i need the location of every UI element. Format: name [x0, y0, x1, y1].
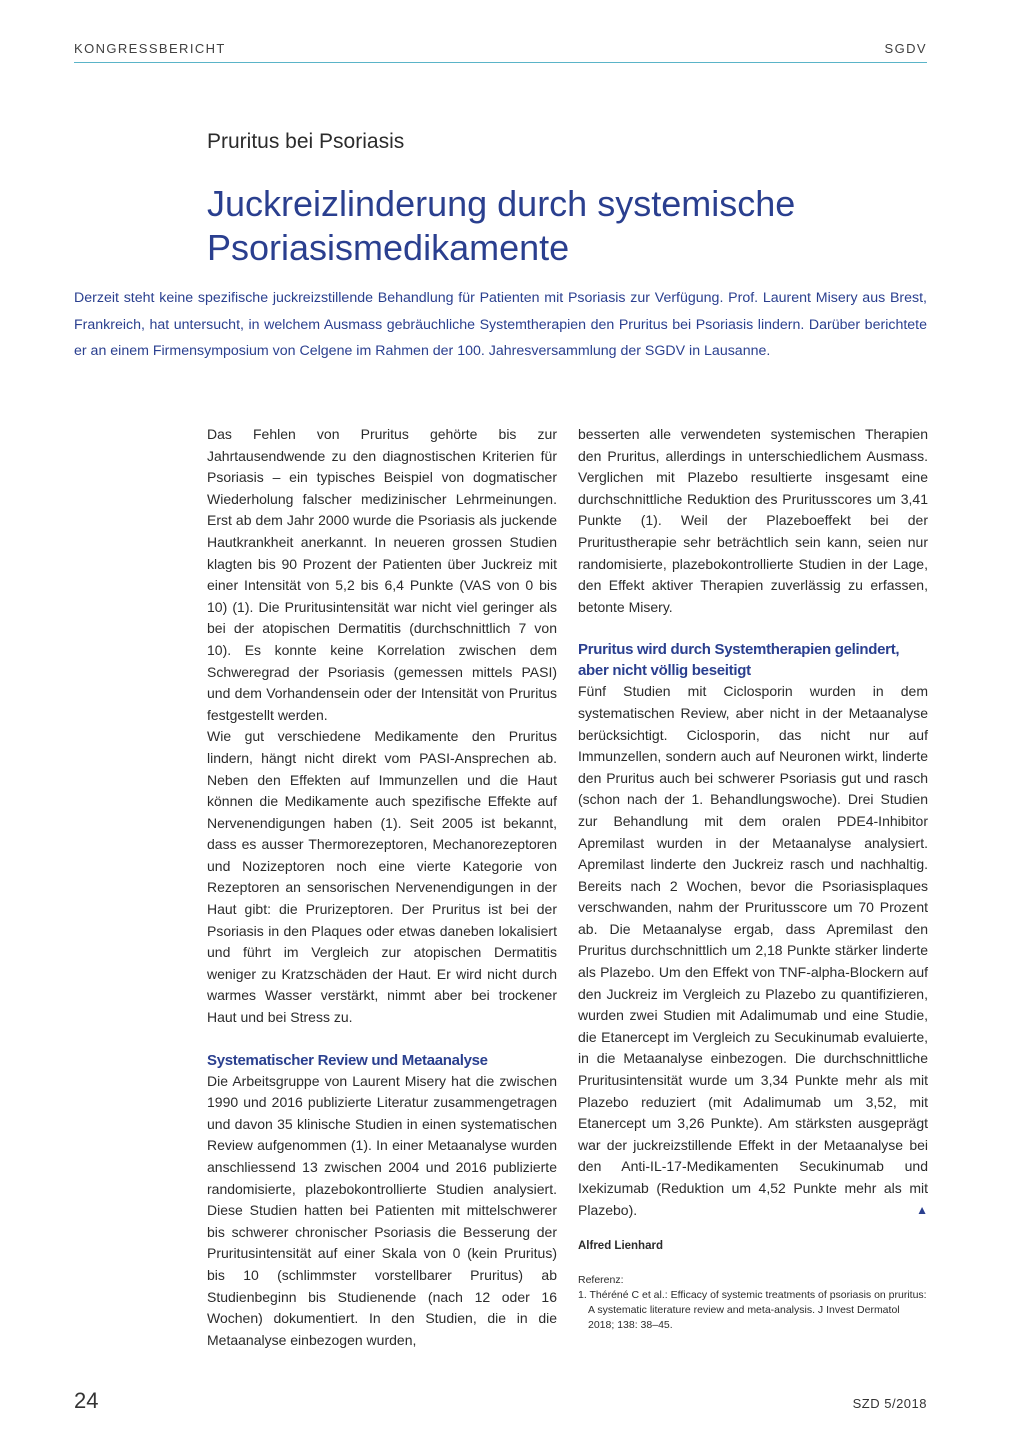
section-heading: Pruritus wird durch Systemtherapien gelindert, aber nicht völlig beseitigt	[578, 641, 900, 680]
paragraph: Fünf Studien mit Ciclosporin wurden in dem systematischen Review, aber nicht in der Metaanalyse berücksichtigt. Ciclosporin, das nicht nur auf Immunzellen, sondern auch auf Neuronen wirkt, linderte den Pruritus auch bei schwerer Psoriasis gut und rasch (schon nach der 1. Behandlungswoche). Drei Studien zur Behandlung mit dem oralen PDE4-Inhibitor Apremilast wurden in der Metaanalyse analysiert. Apremilast linderte den Juckreiz rasch und nachhaltig. Bereits nach 2 Wochen, bevor die Psoriasisplaques verschwanden, nahm der Pruritusscore um 70 Prozent ab. Die Metaanalyse ergab, dass Apremilast den Pruritus durchschnittlich um 2,18 Punkte stärker linderte als Plazebo. Um den Effekt von TNF-alpha-Blockern auf den Juckreiz im Vergleich zu Plazebo zu quantifizieren, wurden zwei Studien mit Adalimumab und eine Studie, die Etanercept im Vergleich zu Secukinumab evaluierte, in die Metaanalyse einbezogen. Die durchschnittliche Pruritusintensität wurde um 3,34 Punkte mehr als mit Plazebo reduziert (mit Adalimumab um 3,52, mit Etanercept um 3,26 Punkte). Am stärksten ausgeprägt war der juckreizstillende Effekt in der Metaanalyse bei den Anti-IL-17-Medikamenten Secukinumab und Ixekizumab (Reduktion um 4,52 Punkte mehr als mit Plazebo).	[578, 683, 928, 1218]
section-heading: Systematischer Review und Metaanalyse	[207, 1051, 488, 1069]
end-of-article-icon: ▲	[916, 1203, 928, 1218]
column-right	[578, 424, 928, 1333]
reference-item: 1. Théréné C et al.: Efficacy of systemic treatments of psoriasis on pruritus: A systematic literature review and meta-analysis. J Invest Dermatol 2018; 138: 38–45.	[578, 1289, 927, 1332]
article-title: Juckreizlinderung durch systemische Psoriasismedikamente	[207, 183, 796, 269]
article-lead: Derzeit steht keine spezifische juckreizstillende Behandlung für Patienten mit Psoriasis zur Verfügung. Prof. Laurent Misery aus Brest, Frankreich, hat untersucht, in welchem Ausmass gebräuchliche Systemtherapien den Pruritus bei Psoriasis lindern. Darüber berichtete er an einem Firmensymposium von Celgene im Rahmen der 100. Jahresversammlung der SGDV in Lausanne.	[74, 290, 927, 359]
reference-label: Referenz:	[578, 1274, 624, 1287]
paragraph: Das Fehlen von Pruritus gehörte bis zur Jahrtausendwende zu den diagnostischen Kriterien für Psoriasis – ein typisches Beispiel von dogmatischer Wiederholung falscher medizinischer Lehrmeinungen. Erst ab dem Jahr 2000 wurde die Psoriasis als juckende Hautkrankheit anerkannt. In neueren grossen Studien klagten bis 90 Prozent der Patienten über Juckreiz mit einer Intensität von 5,2 bis 6,4 Punkte (VAS von 0 bis 10) (1). Die Pruritusintensität war nicht viel geringer als bei der atopischen Dermatitis (durchschnittlich 7 von 10). Es konnte keine Korrelation zwischen dem Schweregrad der Psoriasis (gemessen mittels PASI) und dem Vorhandensein oder der Intensität von Pruritus festgestellt werden.	[207, 426, 557, 723]
column-left	[207, 424, 557, 1351]
section-label: KONGRESSBERICHT	[74, 41, 226, 56]
article-kicker: Pruritus bei Psoriasis	[207, 130, 405, 153]
paragraph: Wie gut verschiedene Medikamente den Pruritus lindern, hängt nicht direkt vom PASI-Ansprechen ab. Neben den Effekten auf Immunzellen und die Haut können die Medikamente auch spezifische Effekte auf Nervenendigungen haben (1). Seit 2005 ist bekannt, dass es ausser Thermorezeptoren, Mechanorezeptoren und Nozizeptoren noch eine vierte Kategorie von Rezeptoren an sensorischen Nervenendigungen in der Haut gibt: die Prurizeptoren. Der Pruritus ist bei der Psoriasis in den Plaques oder etwas daneben lokalisiert und führt im Vergleich zur atopischen Dermatitis weniger zu Kratzschäden der Haut. Er wird nicht durch warmes Wasser verstärkt, nimmt aber bei trockener Haut und bei Stress zu.	[207, 728, 557, 1026]
issue-label: SZD 5/2018	[852, 1396, 927, 1411]
paragraph: besserten alle verwendeten systemischen Therapien den Pruritus, allerdings in unterschiedlichem Ausmass. Verglichen mit Plazebo resultierte insgesamt eine durchschnittliche Reduktion des Pruritusscores um 3,41 Punkte (1). Weil der Plazeboeffekt bei der Pruritustherapie sehr beträchtlich sein kann, seien nur randomisierte, plazebokontrollierte Studien in der Lage, den Effekt aktiver Therapien zuverlässig zu erfassen, betonte Misery.	[578, 426, 928, 615]
page-number: 24	[74, 1388, 99, 1413]
header-divider	[74, 62, 927, 63]
paragraph: Die Arbeitsgruppe von Laurent Misery hat die zwischen 1990 und 2016 publizierte Literatur zusammengetragen und davon 35 klinische Studien in einen systematischen Review aufgenommen (1). In einer Metaanalyse wurden anschliessend 13 zwischen 2004 und 2016 publizierte randomisierte, plazebokontrollierte Studien analysiert. Diese Studien hatten bei Patienten mit mittelschwerer bis schwerer chronischer Psoriasis die Besserung der Pruritusintensität auf einer Skala von 0 (kein Pruritus) bis 10 (schlimmster vorstellbarer Pruritus) ab Studienbeginn bis Studienende (nach 12 oder 16 Wochen) dokumentiert. In den Studien, die in die Metaanalyse einbezogen wurden,	[207, 1072, 557, 1348]
organization-label: SGDV	[884, 41, 927, 56]
author-name: Alfred Lienhard	[578, 1239, 663, 1252]
